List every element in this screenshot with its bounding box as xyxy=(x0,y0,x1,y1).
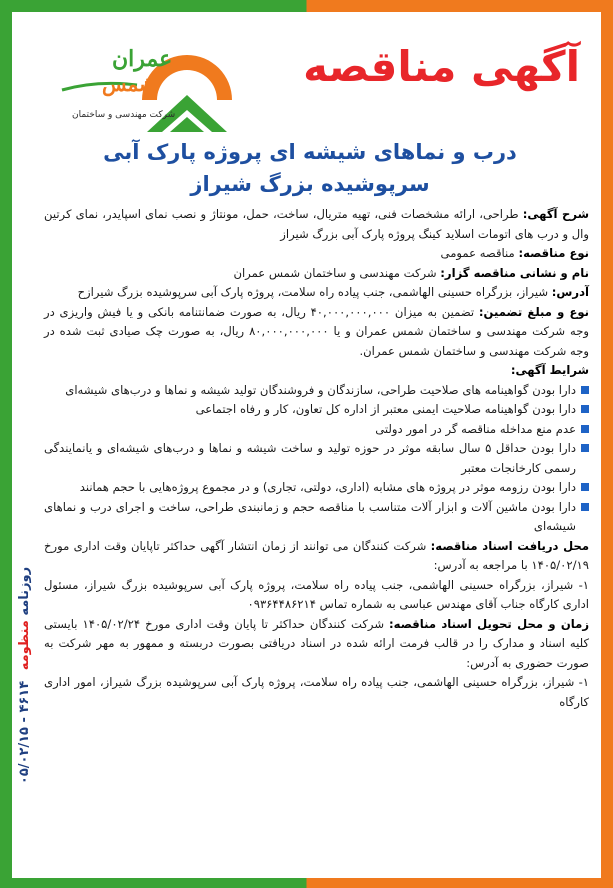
condition-item: دارا بودن رزومه موثر در پروژه های مشابه (اداری، دولتی، تجاری) و در مجموع پروژه‌هایی با حجم همانند xyxy=(44,478,589,498)
description-section xyxy=(44,205,589,244)
guarantee-label: نوع و مبلغ تضمین: xyxy=(478,304,589,319)
tenderer-label: نام و نشانی مناقصه گزار: xyxy=(440,265,589,280)
side-label-paper: روزنامه xyxy=(17,566,33,616)
condition-item: دارا بودن گواهینامه صلاحیت ایمنی معتبر از اداره کل تعاون، کار و رفاه اجتماعی xyxy=(44,400,589,420)
condition-item: دارا بودن حداقل ۵ سال سابقه موثر در حوزه تولید و ساخت شیشه و نماها و درب‌های شیشه‌ای و یانمایندگی رسمی کارخانجات معتبر xyxy=(44,439,589,478)
side-label-number: ۰۵/۰۲/۱۵ - ۴۶۱۴ xyxy=(17,680,33,784)
logo-text-line2: شمس xyxy=(102,72,156,96)
description-text: طراحی، ارائه مشخصات فنی، تهیه متریال، ساخت، حمل، مونتاژ و نصب نمای اسپایدر، نمای کرتین وال و درب های اتومات اسلاید کینگ پروژه پارک آبی بزرگ شیراز xyxy=(44,207,589,241)
conditions-label: شرایط آگهی: xyxy=(510,363,589,377)
receive-docs-address: ۱- شیراز، بزرگراه حسینی الهاشمی، جنب پیاده راه سلامت، پروژه پارک آبی سرپوشیده بزرگ شیراز، مسئول اداری کارگاه جناب آقای مهندس عباسی به شماره تماس ۰۹۳۶۴۴۸۶۲۱۴ xyxy=(44,577,589,611)
receive-docs-text: شرکت کنندگان می توانند از زمان انتشار آگهی حداکثر تاپایان وقت اداری مورخ ۱۴۰۵/۰۲/۱۹ با مراجعه به آدرس: xyxy=(44,538,589,572)
deliver-docs-label: زمان و محل تحویل اسناد مناقصه: xyxy=(389,616,589,631)
address-text: شیراز، بزرگراه حسینی الهاشمی، جنب پیاده راه سلامت، پروژه پارک آبی سرپوشیده بزرگ شیرازح xyxy=(77,285,549,299)
tenderer-text: شرکت مهندسی و ساختمان شمس عمران xyxy=(233,265,437,280)
subtitle-line1: درب و نماهای شیشه ای پروژه پارک آبی xyxy=(103,140,517,164)
condition-item: دارا بودن گواهینامه های صلاحیت طراحی، سازندگان و فروشندگان تولید شیشه و نماها و درب‌های شیشه‌ای xyxy=(44,381,589,401)
deliver-docs-section xyxy=(44,615,589,674)
header xyxy=(30,40,590,135)
side-label-brand: منظومه xyxy=(17,619,33,670)
receive-docs-section xyxy=(44,537,589,576)
tender-type-section xyxy=(44,244,589,264)
condition-item: عدم منع مداخله مناقصه گر در امور دولتی xyxy=(44,420,589,440)
side-label xyxy=(12,505,38,845)
tender-type-label: نوع مناقصه: xyxy=(518,246,589,260)
address-label: آدرس: xyxy=(551,285,589,299)
logo-text-line1: عمران xyxy=(112,46,173,72)
address-section xyxy=(44,283,589,303)
subtitle-line2: سرپوشیده بزرگ شیراز xyxy=(190,172,430,196)
deliver-docs-address: ۱- شیراز، بزرگراه حسینی الهاشمی، جنب پیاده راه سلامت، پروژه پارک آبی سرپوشیده بزرگ شیراز، امور اداری کارگاه xyxy=(44,675,589,709)
guarantee-text: تضمین به میزان ۴۰,۰۰۰,۰۰۰,۰۰۰ ریال، به صورت ضمانتنامه بانکی و یا فیش واریزی در وجه شرکت مهندسی و ساختمان شمس عمران و یا ۸۰,۰۰۰,۰۰۰,۰۰۰ ریال، به صورت چک صیادی ثبت شده در وجه شرکت مهندسی و ساختمان شمس عمران. xyxy=(44,304,589,358)
guarantee-section xyxy=(44,303,589,362)
logo-text-line3: شرکت مهندسی و ساختمان xyxy=(72,110,176,120)
page-title: آگهی مناقصه xyxy=(303,42,580,91)
receive-docs-label: محل دریافت اسناد مناقصه: xyxy=(430,538,590,553)
company-logo xyxy=(42,40,242,135)
condition-item: دارا بودن ماشین آلات و ابزار آلات متناسب با مناقصه حجم و زمانبندی طراحی، ساخت و اجرای درب و نماهای شیشه‌ای xyxy=(44,498,589,537)
deliver-docs-text: شرکت کنندگان حداکثر تا پایان وقت اداری مورخ ۱۴۰۵/۰۲/۲۴ بایستی کلیه اسناد و مدارک را در قالب فرمت ارائه شده در اسناد دریافتی بصورت دربسته و ممهور به مهر شرکت به صورت حضوری به آدرس: xyxy=(44,616,589,670)
tender-type-text: مناقصه عمومی xyxy=(440,246,515,260)
description-label: شرح آگهی: xyxy=(522,207,589,221)
tender-body xyxy=(44,205,589,712)
tenderer-section xyxy=(44,264,589,284)
